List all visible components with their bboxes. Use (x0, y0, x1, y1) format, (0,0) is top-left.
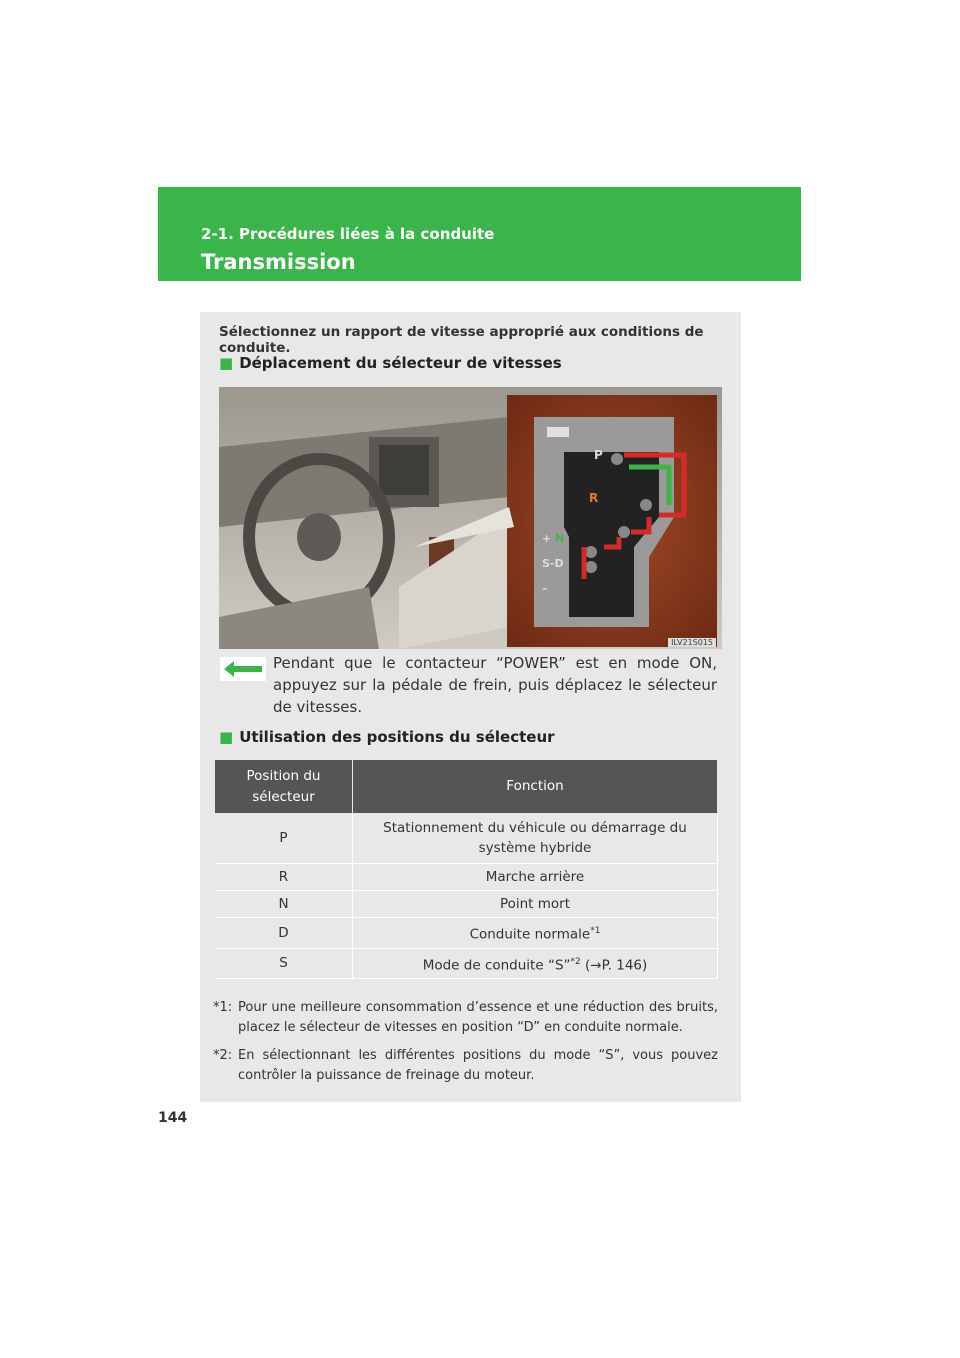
column-header-position: Position du sélecteur (215, 760, 353, 813)
footnote-ref: *1 (590, 926, 601, 936)
table-header-row (215, 760, 718, 813)
section-header (158, 187, 801, 281)
section-label: 2-1. Procédures liées à la conduite (201, 225, 495, 243)
position-cell: R (215, 864, 353, 891)
footnote-1: *1: Pour une meilleure consommation d’essence et une réduction des bruits, placez le sélecteur de vitesses en position “D” en conduite normale. (213, 1000, 718, 1035)
positions-table (215, 760, 718, 979)
gate-label-r: R (589, 491, 599, 505)
table-row (215, 891, 718, 918)
subheading-shift: ■ Déplacement du sélecteur de vitesses (219, 354, 562, 372)
table-row (215, 918, 718, 949)
shift-instruction: Pendant que le contacteur “POWER” est en mode ON, appuyez sur la pédale de frein, puis déplacez le sélecteur de vitesses. (273, 654, 717, 716)
car-interior-illustration (219, 387, 722, 649)
table-row (215, 813, 718, 864)
gate-label-plus: + (542, 532, 552, 545)
function-cell: Mode de conduite “S”$^{*2}$ (→P. 146) (353, 948, 718, 979)
table-row (215, 864, 718, 891)
page-number: 144 (158, 1110, 188, 1126)
shift-illustration (219, 387, 722, 649)
function-cell: Stationnement du véhicule ou démarrage du système hybride (353, 813, 718, 864)
gate-label-minus: – (542, 582, 548, 595)
table-row (215, 948, 718, 979)
illustration-code: ILV21S015 (668, 638, 716, 647)
page-title: Transmission (201, 250, 356, 274)
square-bullet-icon: ■ (219, 354, 234, 372)
gate-label-sd: S-D (542, 557, 564, 570)
function-cell: Point mort (353, 891, 718, 918)
column-header-function: Fonction (353, 760, 718, 813)
position-cell: D (215, 918, 353, 949)
intro-text: Sélectionnez un rapport de vitesse approprié aux conditions de conduite. (219, 324, 704, 356)
footnote-ref: *2 (570, 956, 581, 967)
content-panel (200, 312, 741, 1102)
green-arrow-icon (220, 657, 266, 681)
position-cell: P (215, 813, 353, 864)
square-bullet-icon: ■ (219, 728, 234, 746)
function-cell: Marche arrière (353, 864, 718, 891)
function-cell: Conduite normale$^{*1}$ (353, 918, 718, 949)
page-reference: (→P. 146) (580, 957, 648, 973)
position-cell: S (215, 948, 353, 979)
gate-label-n: N (555, 532, 565, 545)
footnote-2: *2: En sélectionnant les différentes positions du mode “S”, vous pouvez contrôler la puissance de freinage du moteur. (213, 1048, 718, 1083)
gate-label-p: P (594, 448, 603, 462)
subheading-positions: ■ Utilisation des positions du sélecteur (219, 728, 555, 746)
position-cell: N (215, 891, 353, 918)
